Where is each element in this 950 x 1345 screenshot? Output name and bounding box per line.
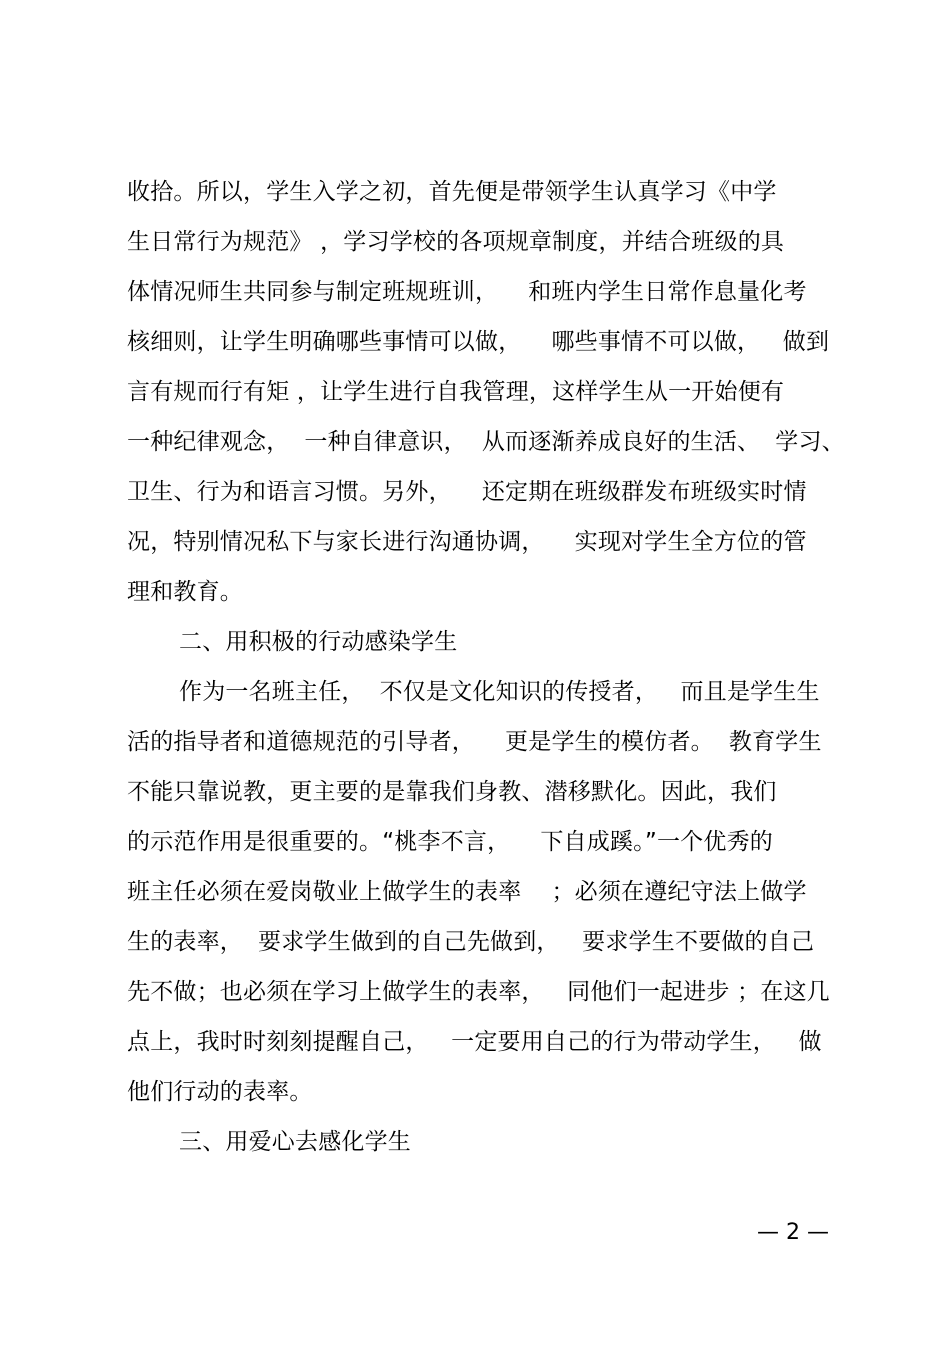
paragraph-line: 一种纪律观念， 一种自律意识， 从而逐渐养成良好的生活、 学习、 [127,429,845,455]
section-heading: 二、用积极的行动感染学生 [179,629,458,655]
section-heading: 三、用爱心去感化学生 [179,1129,411,1155]
paragraph-line: 体情况师生共同参与制定班规班训， 和班内学生日常作息量化考 [127,279,807,305]
paragraph-line: 理和教育。 [127,579,243,605]
paragraph-line: 的示范作用是很重要的。“桃李不言， 下自成蹊。”一个优秀的 [127,829,773,855]
paragraph-line: 言有规而行有矩 ，让学生进行自我管理，这样学生从一开始便有 [127,379,785,405]
paragraph-line: 生的表率， 要求学生做到的自己先做到， 要求学生不要做的自己 [127,929,815,955]
paragraph-line: 不能只靠说教，更主要的是靠我们身教、潜移默化。因此，我们 [127,779,777,805]
paragraph-line: 点上，我时时刻刻提醒自己， 一定要用自己的行为带动学生， 做 [127,1029,822,1055]
paragraph-line: 作为一名班主任， 不仅是文化知识的传授者， 而且是学生生 [179,679,820,705]
paragraph-line: 先不做；也必须在学习上做学生的表率， 同他们一起进步 ；在这几 [127,979,830,1005]
paragraph-line: 他们行动的表率。 [127,1079,313,1105]
paragraph-line: 卫生、行为和语言习惯。另外， 还定期在班级群发布班级实时情 [127,479,807,505]
page-number: — 2 — [757,1220,829,1245]
paragraph-line: 活的指导者和道德规范的引导者， 更是学生的模仿者。 教育学生 [127,729,822,755]
paragraph-line: 收拾。所以，学生入学之初，首先便是带领学生认真学习《中学 [127,179,777,205]
paragraph-line: 核细则，让学生明确哪些事情可以做， 哪些事情不可以做， 做到 [127,329,830,355]
paragraph-line: 况，特别情况私下与家长进行沟通协调， 实现对学生全方位的管 [127,529,807,555]
paragraph-line: 生日常行为规范》 ，学习学校的各项规章制度，并结合班级的具 [127,229,785,255]
paragraph-line: 班主任必须在爱岗敬业上做学生的表率 ；必须在遵纪守法上做学 [127,879,807,905]
